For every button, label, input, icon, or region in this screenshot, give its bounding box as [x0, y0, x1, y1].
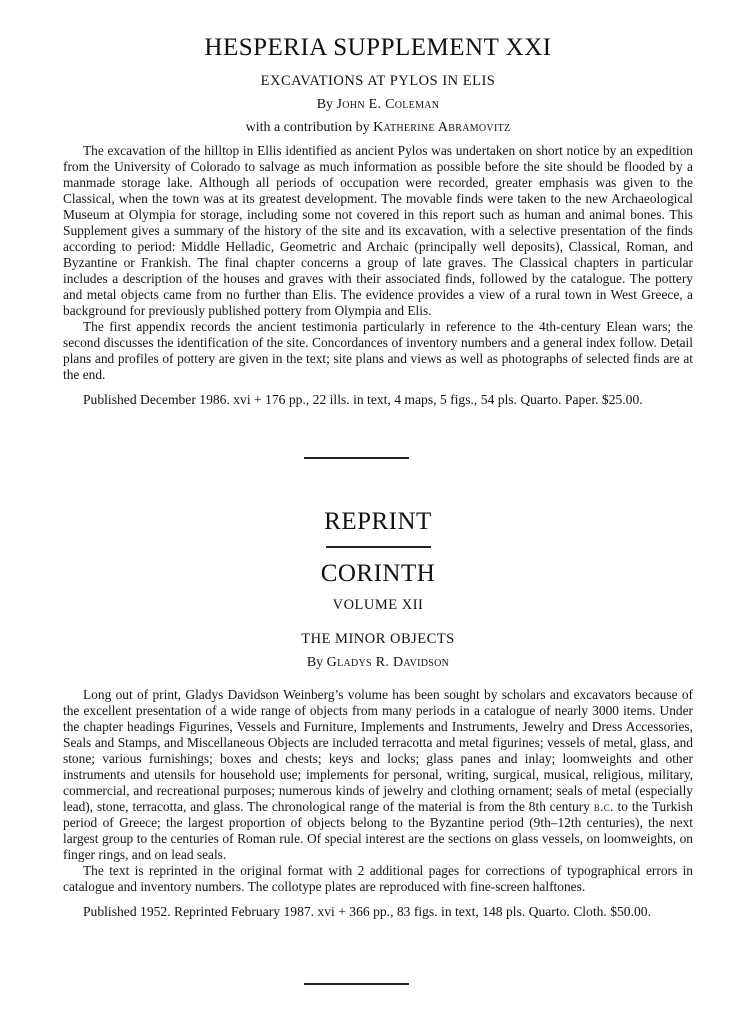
reprint-series: CORINTH	[320, 560, 436, 587]
supplement-header	[0, 34, 756, 136]
reprint-by-prefix: By	[306, 655, 327, 670]
supplement-paragraph-2: The first appendix records the ancient testimonia particularly in reference to the 4th-century Elean wars; the second discusses the identification of the site. Concordances of inventory numbers and a general index follow. Detail plans and profiles of pottery are given in the text; site plans and views as well as photographs of selected finds are at the end.	[63, 319, 693, 382]
reprint-byline	[0, 655, 756, 671]
supplement-title: EXCAVATIONS AT PYLOS IN ELIS	[260, 73, 496, 89]
reprint-paragraph-1-part-b: to the Turkish period of Greece; the largest proportion of objects belong to the Byzantine period (9th–12th centuries), the next largest group to the centuries of Roman rule. Of special interest are the sections on glass vessels, on loomweights, on finger rings, and on lead seals.	[63, 799, 693, 862]
reprint-paragraph-1	[63, 687, 693, 863]
reprint-title: THE MINOR OBJECTS	[301, 631, 455, 647]
reprint-header	[0, 508, 756, 671]
supplement-contributor: Katherine Abramovitz	[373, 120, 511, 135]
reprint-rule	[326, 546, 431, 548]
divider-1	[304, 457, 409, 459]
supplement-paragraph-1: The excavation of the hilltop in Ellis identified as ancient Pylos was undertaken on short notice by an expedition from the University of Colorado to salvage as much information as possible before the site should be flooded by a manmade storage lake. Although all periods of occupation were recorded, greater emphasis was given to the Classical, when the town was at its greatest development. The movable finds were taken to the new Archaeological Museum at Olympia for storage, including some not covered in this report such as human and animal bones. This Supplement gives a summary of the history of the site and its excavation, with a selective presentation of the finds according to period: Middle Helladic, Geometric and Archaic (principally well deposits), Classical, Roman, and Byzantine or Frankish. The final chapter concerns a group of late graves. The Classical chapters in particular includes a description of the houses and graves with their associated finds, followed by the catalogue. The pottery and metal objects came from no further than Elis. The evidence provides a view of a rural town in West Greece, a background for previously published pottery from Olympia and Elis.	[63, 143, 693, 318]
supplement-body	[63, 143, 693, 408]
supplement-byline	[0, 97, 756, 113]
by-prefix: By	[316, 97, 337, 112]
era-abbrev: b.c.	[593, 799, 614, 814]
contrib-prefix: with a contribution by	[245, 120, 374, 135]
supplement-author: John E. Coleman	[336, 97, 440, 112]
supplement-contribution	[0, 120, 756, 136]
reprint-label: REPRINT	[324, 508, 432, 535]
reprint-publication: Published 1952. Reprinted February 1987. xvi + 366 pp., 83 figs. in text, 148 pls. Quarto. Cloth. $50.00.	[83, 904, 651, 919]
reprint-paragraph-1-part-a: Long out of print, Gladys Davidson Weinberg’s volume has been sought by scholars and excavators because of the excellent presentation of a wide range of objects from many periods in a catalogue of nearly 3000 items. Under the chapter headings Figurines, Vessels and Furniture, Implements and Instruments, Jewelry and Dress Accessories, Seals and Stamps, and Miscellaneous Objects are included terracotta and metal figurines; vessels of metal, glass, and stone; various furnishings; boxes and chests; keys and locks; glass panes and inlay; loomweights and other instruments and utensils for household use; implements for personal, writing, surgical, musical, religious, military, commercial, and recreational purposes; numerous kinds of jewelry and clothing ornament; seals of metal (especially lead), stone, terracotta, and glass. The chronological range of the material is from the 8th century	[63, 687, 693, 814]
reprint-volume: VOLUME XII	[332, 597, 424, 613]
supplement-publication: Published December 1986. xvi + 176 pp., 22 ills. in text, 4 maps, 5 figs., 54 pls. Quarto. Paper. $25.00.	[83, 392, 643, 407]
reprint-paragraph-2: The text is reprinted in the original format with 2 additional pages for corrections of typographical errors in catalogue and inventory numbers. The collotype plates are reproduced with fine-screen halftones.	[63, 863, 693, 894]
reprint-author: Gladys R. Davidson	[326, 655, 450, 670]
divider-2	[304, 983, 409, 985]
reprint-body	[63, 687, 693, 920]
supplement-heading: HESPERIA SUPPLEMENT XXI	[204, 34, 552, 61]
